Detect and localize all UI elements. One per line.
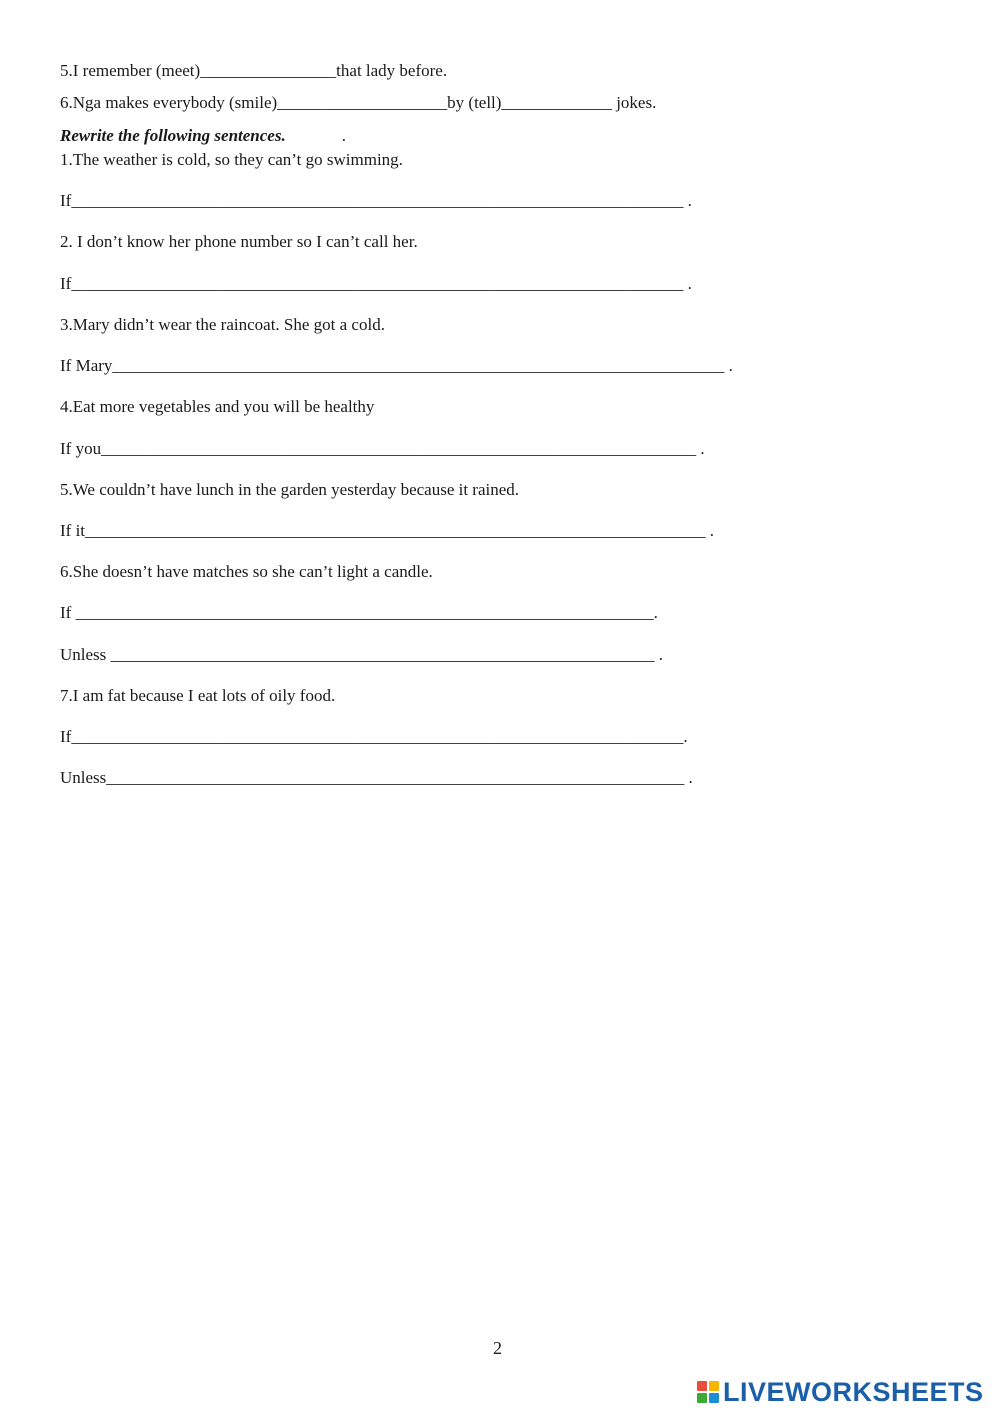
logo-wordmark: LIVEWORKSHEETS <box>723 1376 984 1407</box>
answer-line-7-if[interactable]: If________________________________________________________________________. <box>60 727 688 746</box>
logo-square-1 <box>697 1381 707 1391</box>
question-7: 7.I am fat because I eat lots of oily food. <box>60 686 336 705</box>
answer-line-4[interactable]: If you______________________________________________________________________ . <box>60 439 705 458</box>
answer-line-6-if[interactable]: If ____________________________________________________________________. <box>60 603 658 622</box>
logo-square-2 <box>709 1381 719 1391</box>
answer-line-7-unless[interactable]: Unless____________________________________________________________________ . <box>60 768 693 787</box>
answer-line-1[interactable]: If________________________________________________________________________ . <box>60 191 692 210</box>
answer-line-3[interactable]: If Mary________________________________________________________________________ . <box>60 356 733 375</box>
logo-square-3 <box>697 1393 707 1403</box>
answer-line-5[interactable]: If it_________________________________________________________________________ . <box>60 521 715 540</box>
question-3: 3.Mary didn’t wear the raincoat. She got a cold. <box>60 315 385 334</box>
question-6: 6.She doesn’t have matches so she can’t light a candle. <box>60 562 433 581</box>
exercise-line-6: 6.Nga makes everybody (smile)____________________by (tell)_____________ jokes. <box>60 93 657 112</box>
question-5: 5.We couldn’t have lunch in the garden yesterday because it rained. <box>60 480 520 499</box>
page-number: 2 <box>493 1338 502 1358</box>
section-heading-row <box>60 126 346 146</box>
liveworksheets-logo <box>697 1375 984 1409</box>
question-1: 1.The weather is cold, so they can’t go swimming. <box>60 150 403 169</box>
liveworksheets-logo-icon <box>697 1381 719 1403</box>
section-heading-dot: . <box>341 126 346 145</box>
logo-square-4 <box>709 1393 719 1403</box>
answer-line-6-unless[interactable]: Unless ________________________________________________________________ . <box>60 645 664 664</box>
question-2: 2. I don’t know her phone number so I can’t call her. <box>60 232 418 251</box>
section-heading: Rewrite the following sentences. <box>60 126 286 145</box>
exercise-line-5: 5.I remember (meet)________________that lady before. <box>60 61 448 80</box>
answer-line-2[interactable]: If________________________________________________________________________ . <box>60 274 692 293</box>
question-4: 4.Eat more vegetables and you will be healthy <box>60 397 375 416</box>
